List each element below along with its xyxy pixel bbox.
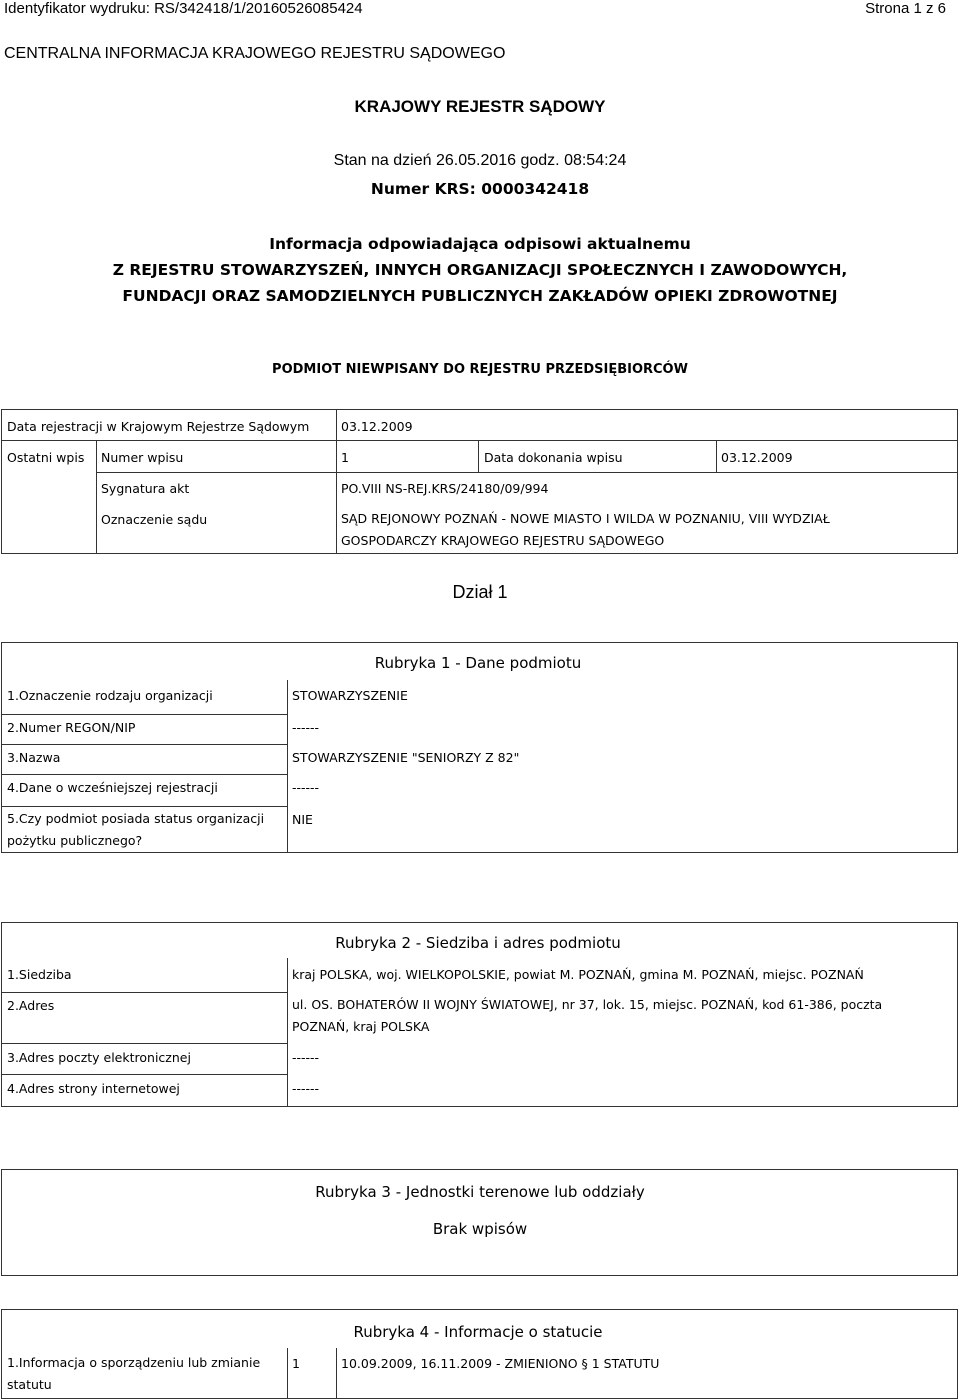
r4-value-1: 10.09.2009, 16.11.2009 - ZMIENIONO § 1 STATUTU — [341, 1356, 660, 1371]
signature-value: PO.VIII NS-REJ.KRS/24180/09/994 — [341, 481, 549, 496]
rubryka-4-title: Rubryka 4 - Informacje o statucie — [353, 1323, 603, 1341]
registration-date-value: 03.12.2009 — [341, 419, 413, 434]
info-line-2: Z REJESTRU STOWARZYSZEŃ, INNYCH ORGANIZACJI SPOŁECZNYCH I ZAWODOWYCH, — [112, 261, 848, 279]
r2-value-2: ul. OS. BOHATERÓW II WOJNY ŚWIATOWEJ, nr 37, lok. 15, miejsc. POZNAŃ, kod 61-386, poczta POZNAŃ, kraj POLSKA — [292, 997, 883, 1034]
r1-value-5: NIE — [292, 812, 313, 827]
r1-label-2: 2.Numer REGON/NIP — [7, 720, 136, 735]
r1-value-1: STOWARZYSZENIE — [292, 688, 408, 703]
r1-label-4: 4.Dane o wcześniejszej rejestracji — [7, 780, 218, 795]
r4-number-1: 1 — [292, 1356, 300, 1371]
krs-number: Numer KRS: 0000342418 — [370, 180, 590, 198]
page-number: Strona 1 z 6 — [865, 0, 946, 17]
signature-label: Sygnatura akt — [101, 481, 190, 496]
entity-note: PODMIOT NIEWPISANY DO REJESTRU PRZEDSIĘBIORCÓW — [272, 362, 688, 377]
r1-label-5: 5.Czy podmiot posiada status organizacji pożytku publicznego? — [7, 811, 265, 848]
r2-value-3: ------ — [292, 1050, 320, 1065]
r2-label-2: 2.Adres — [7, 998, 55, 1013]
r1-value-4: ------ — [292, 780, 320, 795]
r2-label-4: 4.Adres strony internetowej — [7, 1081, 180, 1096]
print-identifier: Identyfikator wydruku: RS/342418/1/20160526085424 — [4, 0, 363, 17]
rubryka-3-title: Rubryka 3 - Jednostki terenowe lub oddziały — [315, 1183, 645, 1201]
r2-label-1: 1.Siedziba — [7, 967, 72, 982]
court-label: Oznaczenie sądu — [101, 512, 208, 527]
rubryka-1-title: Rubryka 1 - Dane podmiotu — [374, 654, 582, 672]
r4-label-1: 1.Informacja o sporządzeniu lub zmianie statutu — [7, 1355, 261, 1392]
r1-label-1: 1.Oznaczenie rodzaju organizacji — [7, 688, 213, 703]
r2-value-4: ------ — [292, 1081, 320, 1096]
section-title: Dział 1 — [452, 582, 508, 602]
entry-date-label: Data dokonania wpisu — [484, 450, 623, 465]
registry-title: KRAJOWY REJESTR SĄDOWY — [354, 97, 606, 116]
registration-date-label: Data rejestracji w Krajowym Rejestrze Sądowym — [7, 419, 310, 434]
r1-value-3: STOWARZYSZENIE "SENIORZY Z 82" — [292, 750, 520, 765]
entry-number-value: 1 — [341, 450, 349, 465]
court-value: SĄD REJONOWY POZNAŃ - NOWE MIASTO I WILDA W POZNANIU, VIII WYDZIAŁ GOSPODARCZY KRAJOWEGO REJESTRU SĄDOWEGO — [341, 511, 830, 548]
r1-value-2: ------ — [292, 720, 320, 735]
r1-label-3: 3.Nazwa — [7, 750, 61, 765]
r2-label-3: 3.Adres poczty elektronicznej — [7, 1050, 191, 1065]
rubryka-2-title: Rubryka 2 - Siedziba i adres podmiotu — [335, 934, 621, 952]
entry-date-value: 03.12.2009 — [721, 450, 793, 465]
entry-number-label: Numer wpisu — [101, 450, 184, 465]
r2-value-1: kraj POLSKA, woj. WIELKOPOLSKIE, powiat M. POZNAŃ, gmina M. POZNAŃ, miejsc. POZNAŃ — [292, 967, 864, 982]
rubryka-3-empty: Brak wpisów — [432, 1220, 528, 1238]
state-date: Stan na dzień 26.05.2016 godz. 08:54:24 — [333, 152, 627, 169]
info-line-1: Informacja odpowiadająca odpisowi aktualnemu — [269, 235, 691, 253]
info-line-3: FUNDACJI ORAZ SAMODZIELNYCH PUBLICZNYCH ZAKŁADÓW OPIEKI ZDROWOTNEJ — [122, 287, 838, 305]
org-name: CENTRALNA INFORMACJA KRAJOWEGO REJESTRU SĄDOWEGO — [4, 45, 506, 62]
last-entry-label: Ostatni wpis — [7, 450, 85, 465]
